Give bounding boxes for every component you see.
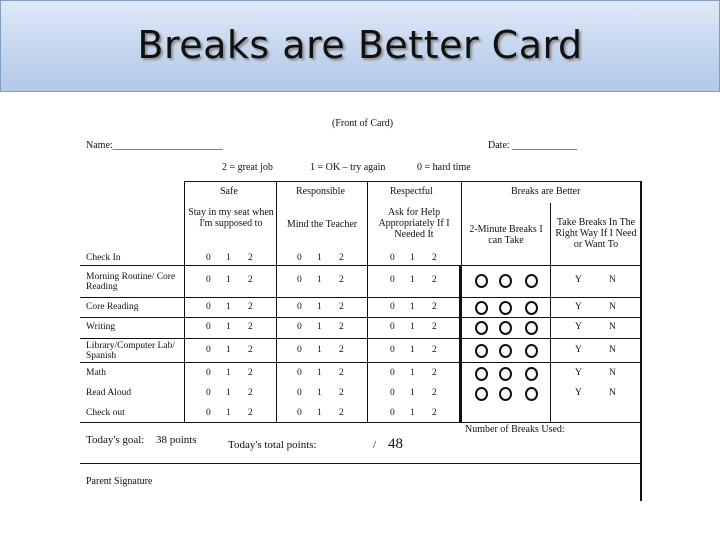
score-value: 1 [410,322,415,332]
score-value: 2 [432,368,437,378]
date-field: Date: _____________ [488,140,578,151]
score-value: 0 [297,275,302,285]
score-value: 1 [226,253,231,263]
score-value: 0 [390,368,395,378]
score-value: 2 [248,388,253,398]
score-value: 2 [432,302,437,312]
score-value: 2 [339,368,344,378]
parent-signature-label: Parent Signature [86,476,153,487]
no-mark: N [609,275,616,285]
score-value: 2 [248,408,253,418]
todays-goal-value: 38 points [156,434,197,446]
subheader-safe: Stay in my seat when I'm supposed to [188,207,274,229]
grid-line [80,317,642,318]
score-value: 2 [339,388,344,398]
score-value: 2 [248,302,253,312]
header-safe: Safe [220,186,238,197]
score-value: 1 [226,408,231,418]
row-label-library: Library/Computer Lab/ Spanish [86,341,175,361]
score-value: 0 [297,302,302,312]
grid-line [550,203,551,422]
break-circle-icon [499,387,512,401]
score-value: 1 [410,368,415,378]
breaks-used-label: Number of Breaks Used: [465,424,565,435]
break-circle-icon [525,301,538,315]
score-value: 1 [317,275,322,285]
yes-mark: Y [575,275,582,285]
break-circle-icon [525,344,538,358]
grid-line [184,181,642,182]
todays-goal-label: Today's goal: [86,434,145,446]
row-label-math: Math [86,368,107,378]
header-respectful: Respectful [390,186,433,197]
score-value: 2 [339,322,344,332]
grid-line [461,181,462,422]
break-circle-icon [525,274,538,288]
score-value: 2 [432,322,437,332]
score-value: 1 [226,302,231,312]
total-points-label: Today's total points: [228,439,317,451]
score-value: 0 [297,388,302,398]
score-value: 1 [317,345,322,355]
yes-mark: Y [575,322,582,332]
break-circle-icon [525,321,538,335]
break-circle-icon [499,344,512,358]
score-value: 2 [339,275,344,285]
score-value: 2 [432,253,437,263]
subheader-responsible: Mind the Teacher [286,219,358,230]
score-value: 2 [339,345,344,355]
break-circle-icon [499,301,512,315]
break-circle-icon [475,344,488,358]
score-value: 1 [410,408,415,418]
score-value: 0 [206,253,211,263]
score-value: 1 [317,253,322,263]
score-value: 0 [390,322,395,332]
score-value: 2 [248,368,253,378]
score-value: 2 [432,345,437,355]
score-value: 1 [410,275,415,285]
grid-line [80,265,642,266]
score-value: 2 [248,253,253,263]
no-mark: N [609,302,616,312]
total-points-value: 48 [388,436,403,452]
score-value: 0 [206,322,211,332]
score-value: 1 [410,253,415,263]
score-value: 2 [432,408,437,418]
score-value: 1 [317,322,322,332]
score-value: 2 [248,322,253,332]
score-value: 0 [390,345,395,355]
score-value: 2 [339,302,344,312]
grid-line [184,181,185,422]
score-value: 0 [297,408,302,418]
row-label-writing: Writing [86,322,116,332]
break-circle-icon [475,387,488,401]
score-value: 1 [317,408,322,418]
header-responsible: Responsible [296,186,345,197]
score-value: 0 [206,345,211,355]
break-circle-icon [499,321,512,335]
score-value: 2 [339,253,344,263]
score-value: 0 [390,253,395,263]
break-circle-icon [475,367,488,381]
title-bar [0,0,720,92]
grid-line [80,338,642,339]
score-value: 0 [390,275,395,285]
score-value: 1 [410,302,415,312]
score-value: 0 [390,408,395,418]
break-circle-icon [475,301,488,315]
yes-mark: Y [575,345,582,355]
yes-mark: Y [575,388,582,398]
yes-mark: Y [575,302,582,312]
score-value: 0 [390,302,395,312]
score-value: 0 [206,388,211,398]
row-label-read-aloud: Read Aloud [86,388,132,398]
yes-mark: Y [575,368,582,378]
score-value: 0 [297,322,302,332]
legend-hard: 0 = hard time [417,162,471,173]
break-circle-icon [525,367,538,381]
row-label-check-out: Check out [86,408,125,418]
score-value: 1 [226,322,231,332]
slide-title: Breaks are Better Card [137,23,583,67]
score-value: 1 [226,275,231,285]
grid-line [80,422,642,423]
name-field: Name:______________________ [86,140,223,151]
subheader-respectful: Ask for Help Appropriately If I Needed It [378,207,450,240]
score-value: 1 [317,388,322,398]
score-value: 0 [297,253,302,263]
score-value: 1 [317,368,322,378]
no-mark: N [609,345,616,355]
grid-line [459,265,461,422]
subheader-2-minute-breaks: 2-Minute Breaks I can Take [469,224,543,246]
grid-line [80,463,642,464]
subheader-take-breaks: Take Breaks In The Right Way If I Need or Want To [555,217,637,250]
break-circle-icon [525,387,538,401]
row-label-core-reading: Core Reading [86,302,139,312]
break-circle-icon [499,367,512,381]
front-of-card-label: (Front of Card) [332,118,394,129]
score-value: 0 [206,275,211,285]
score-value: 0 [297,368,302,378]
score-value: 0 [206,368,211,378]
grid-line [80,297,642,298]
score-value: 1 [317,302,322,312]
legend-ok: 1 = OK – try again [310,162,386,173]
score-value: 0 [206,408,211,418]
no-mark: N [609,368,616,378]
break-circle-icon [475,321,488,335]
score-value: 2 [432,388,437,398]
total-points-slash: / [373,439,377,451]
break-circle-icon [499,274,512,288]
score-value: 0 [297,345,302,355]
score-value: 1 [226,345,231,355]
header-breaks: Breaks are Better [511,186,581,197]
score-value: 0 [206,302,211,312]
score-value: 0 [390,388,395,398]
score-value: 2 [432,275,437,285]
score-value: 1 [410,388,415,398]
score-value: 1 [226,368,231,378]
grid-line [276,181,277,422]
grid-line [640,181,642,501]
score-value: 1 [226,388,231,398]
score-value: 2 [339,408,344,418]
row-label-morning-routine: Morning Routine/ Core Reading [86,272,176,292]
legend-great: 2 = great job [222,162,273,173]
grid-line [80,362,642,363]
row-label-check-in: Check In [86,253,121,263]
breaks-card [80,112,642,502]
grid-line [367,181,368,422]
break-circle-icon [475,274,488,288]
no-mark: N [609,388,616,398]
score-value: 2 [248,275,253,285]
score-value: 2 [248,345,253,355]
no-mark: N [609,322,616,332]
score-value: 1 [410,345,415,355]
